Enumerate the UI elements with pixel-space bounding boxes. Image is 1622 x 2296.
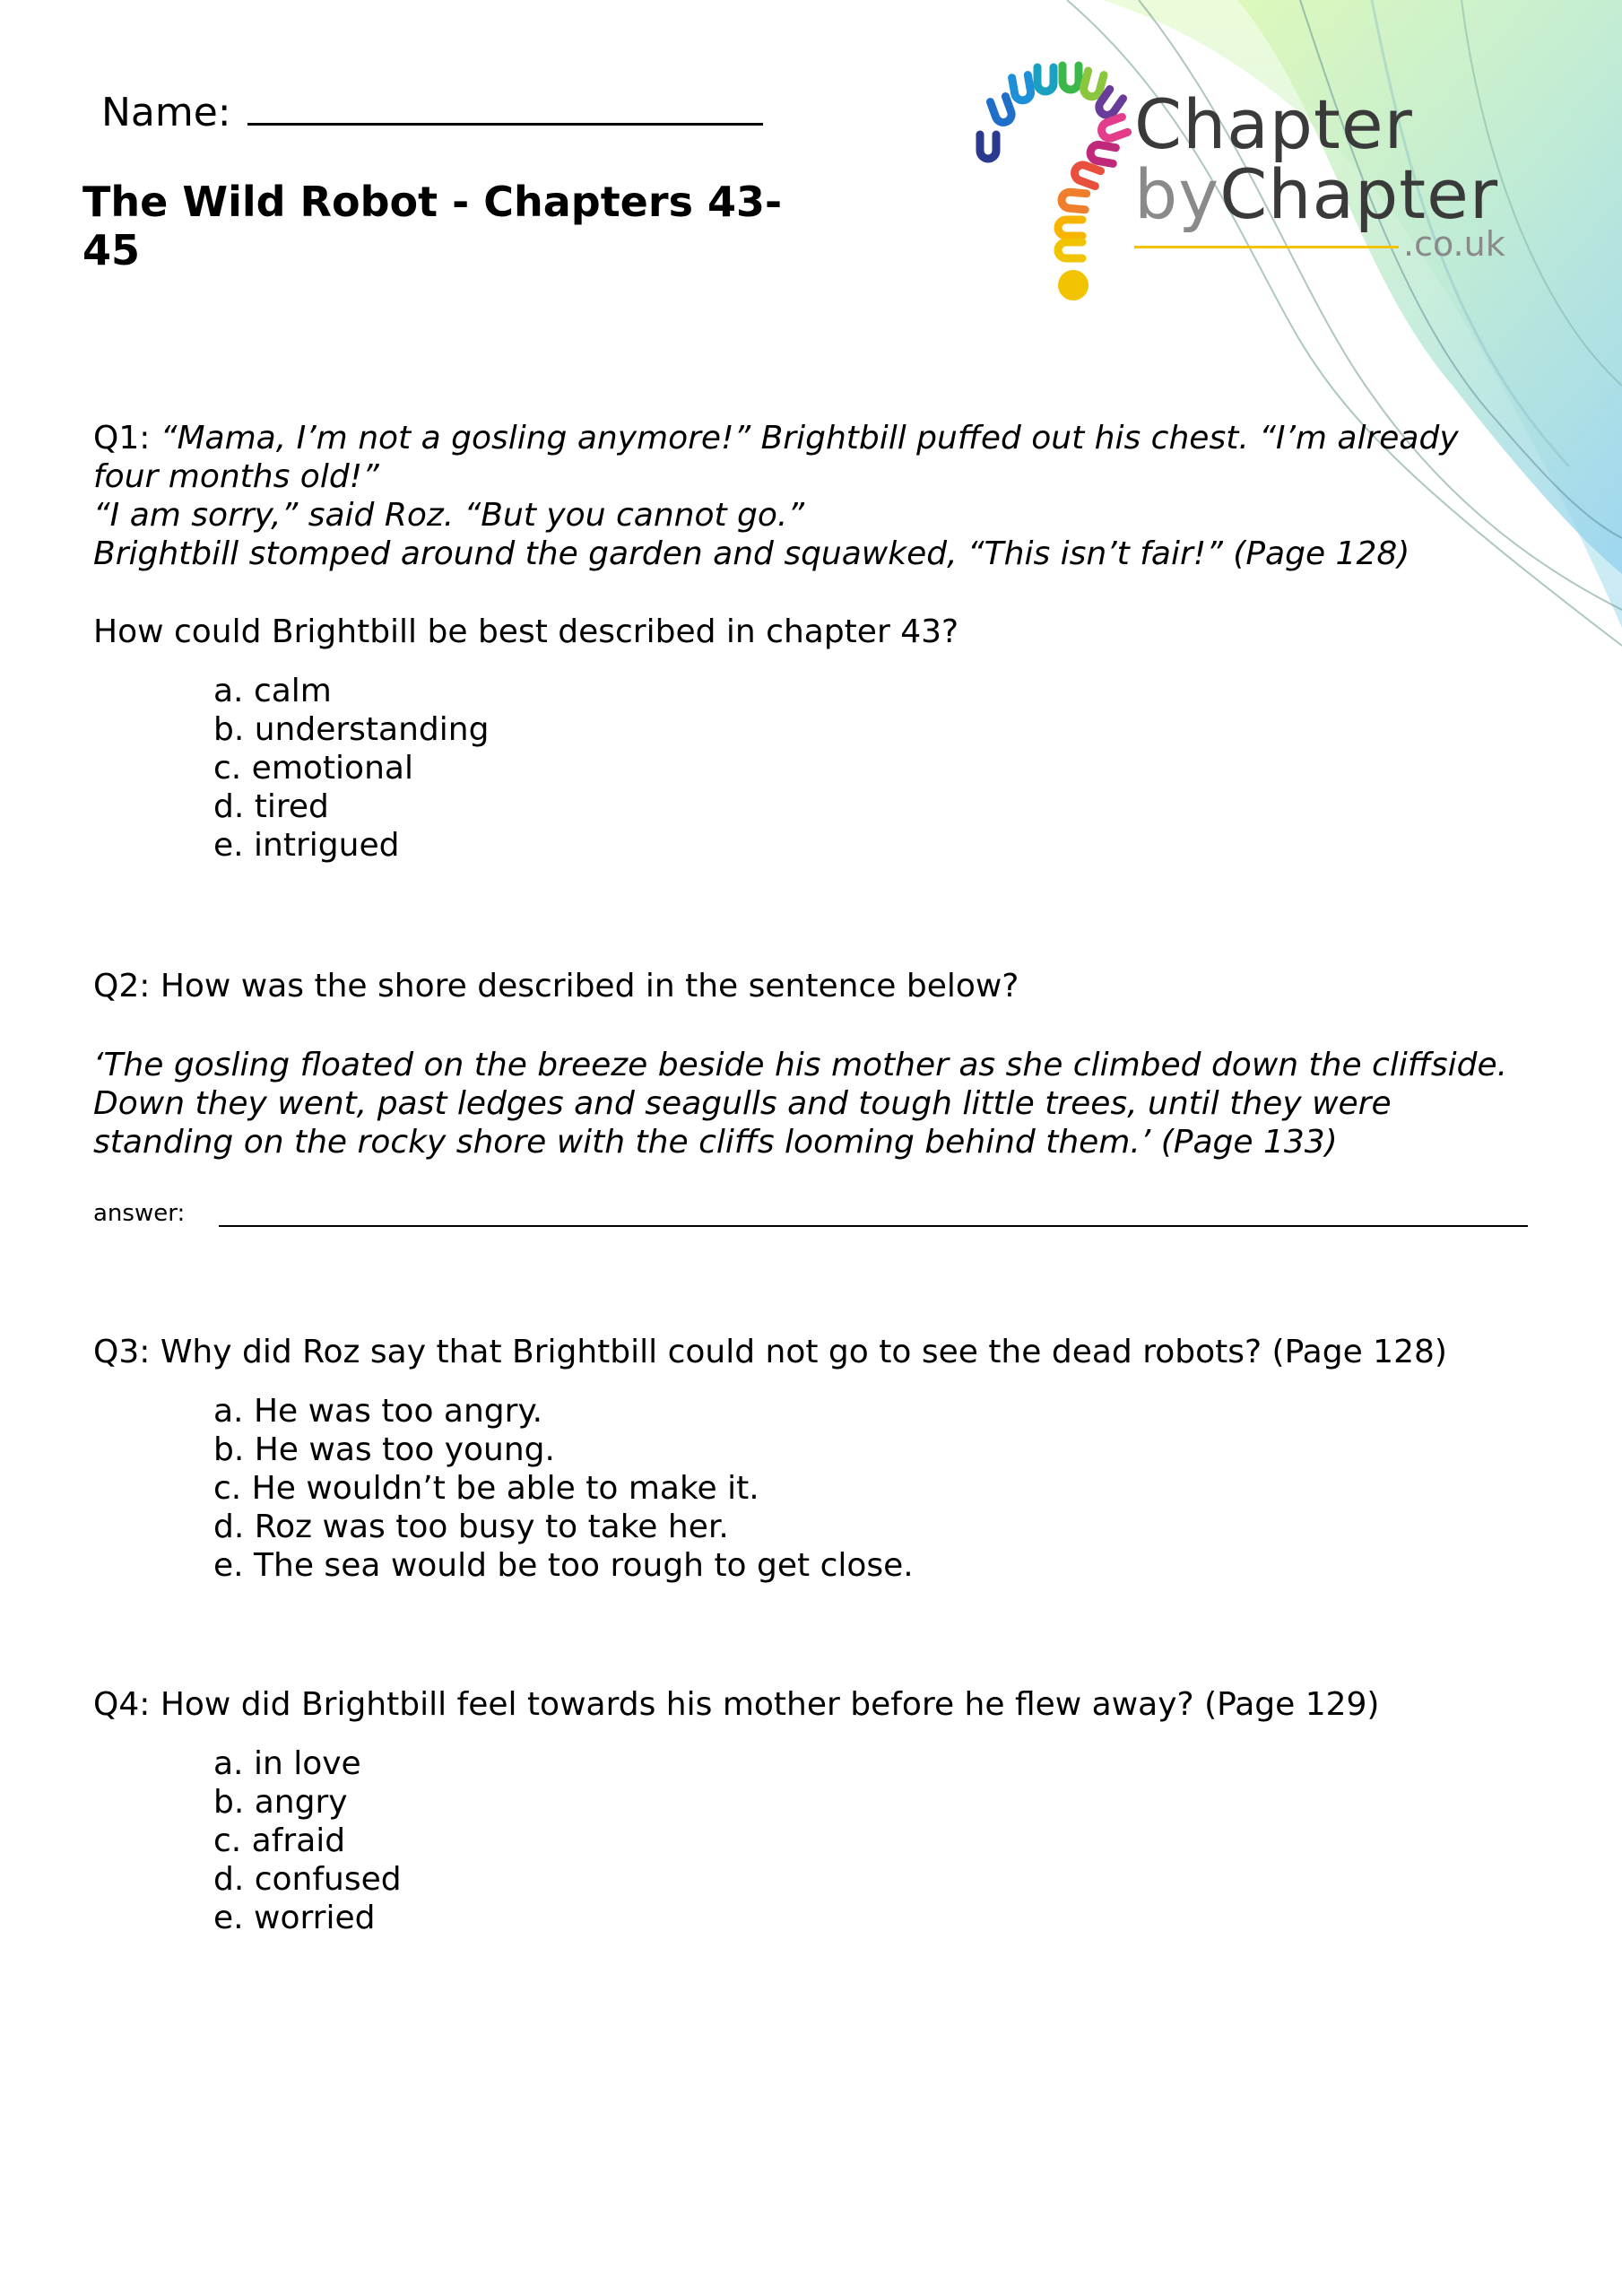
q1-quote-line: Brightbill stomped around the garden and squawked, “This isn’t fair!” (Page 128) [93,535,1410,572]
q2-answer-label: answer: [93,1200,186,1227]
logo-line-1: Chapter [1134,84,1413,164]
q1-option-a[interactable]: a. calm [213,673,332,709]
q3-options [213,1392,914,1585]
logo-wordmark [1134,84,1505,264]
logo-by: by [1134,154,1220,234]
q1-options [213,672,489,865]
q1-option-c[interactable]: c. emotional [213,750,413,787]
q2-question: Q2: How was the shore described in the sentence below? [93,968,1019,1004]
q2-answer-line[interactable] [219,1225,1528,1227]
q4-option-e[interactable]: e. worried [213,1900,376,1936]
q4-option-a[interactable]: a. in love [213,1745,361,1782]
q1-label: Q1: [93,420,151,457]
q1-quote [93,419,1459,573]
q2-quote-line: ‘The gosling floated on the breeze beside his mother as she climbed down the cliffside. [93,1047,1508,1083]
q4-options [213,1744,402,1937]
q3-question: Q3: Why did Roz say that Brightbill could not go to see the dead robots? (Page 128) [93,1334,1447,1370]
q1-option-e[interactable]: e. intrigued [213,827,400,864]
worksheet-title: The Wild Robot - Chapters 43-45 [82,178,783,274]
q1-quote-line: four months old!” [93,458,379,495]
q4-question: Q4: How did Brightbill feel towards his mother before he flew away? (Page 129) [93,1686,1380,1723]
q4-option-c[interactable]: c. afraid [213,1822,346,1859]
q2-quote-line: Down they went, past ledges and seagulls and tough little trees, until they were [93,1085,1392,1122]
q1-question: How could Brightbill be best described in chapter 43? [93,613,959,650]
name-blank-line [247,122,763,126]
q3-option-e[interactable]: e. The sea would be too rough to get close. [213,1547,914,1584]
q3-option-d[interactable]: d. Roz was too busy to take her. [213,1509,729,1545]
q3-option-c[interactable]: c. He wouldn’t be able to make it. [213,1470,759,1507]
q1-option-d[interactable]: d. tired [213,788,329,825]
q1-option-b[interactable]: b. understanding [213,711,490,748]
q4-option-d[interactable]: d. confused [213,1861,402,1898]
logo-domain: .co.uk [1134,226,1505,262]
q4-option-b[interactable]: b. angry [213,1784,348,1821]
q1-quote-line: “I am sorry,” said Roz. “But you cannot go.” [93,497,805,534]
q2-quote [93,1046,1507,1161]
name-label: Name: [101,90,231,135]
name-field[interactable] [101,90,763,135]
q2-quote-line: standing on the rocky shore with the cliffs looming behind them.’ (Page 133) [93,1124,1338,1161]
logo-line-2 [1134,154,1505,234]
q1-quote-line: “Mama, I’m not a gosling anymore!” Brightbill puffed out his chest. “I’m already [160,420,1459,457]
q3-option-a[interactable]: a. He was too angry. [213,1393,543,1430]
q3-option-b[interactable]: b. He was too young. [213,1431,555,1468]
logo-chapter: Chapter [1219,154,1499,234]
